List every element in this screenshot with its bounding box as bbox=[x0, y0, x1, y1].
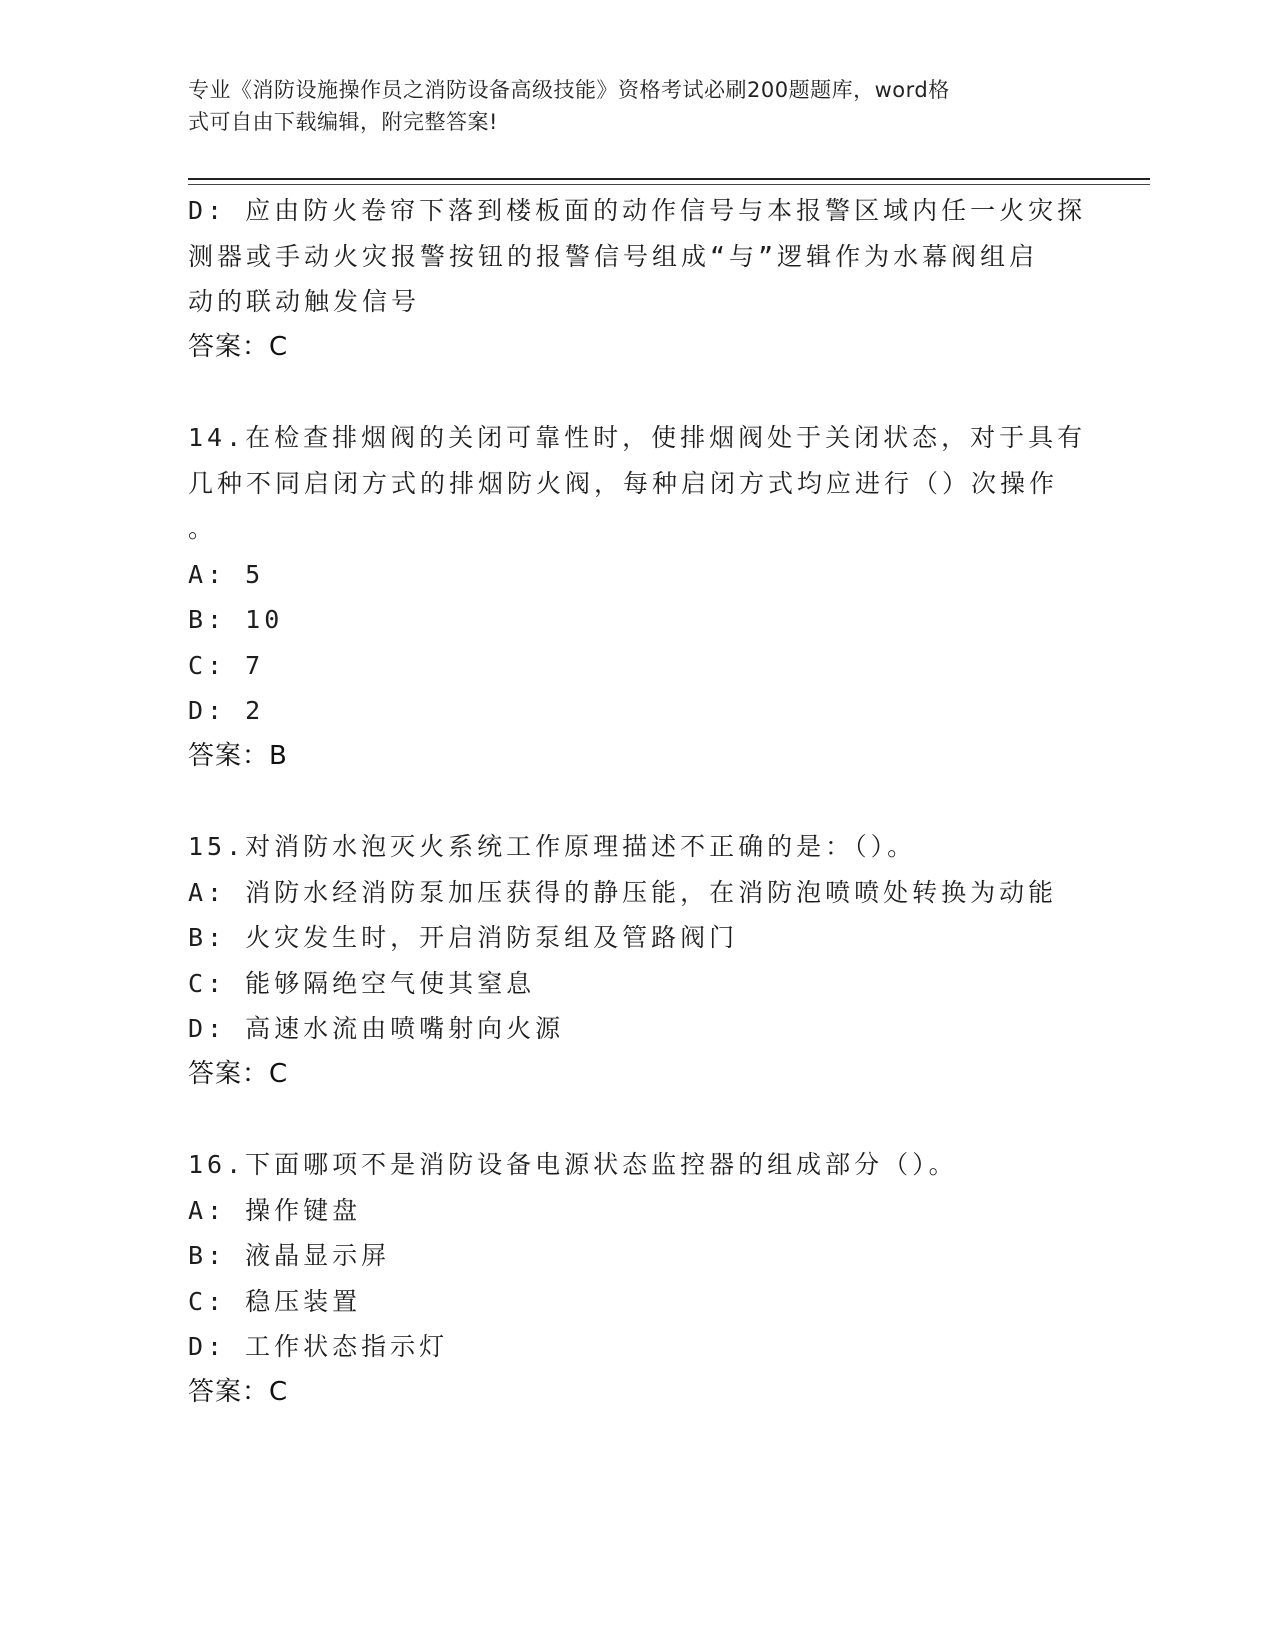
header-title-line-1: 专业《消防设施操作员之消防设备高级技能》资格考试必刷200题题库，word格 bbox=[188, 78, 950, 102]
q14-question-line-3: 。 bbox=[188, 514, 218, 543]
q16-option-b: B: 液晶显示屏 bbox=[188, 1241, 391, 1270]
q13-option-d-line-3: 动的联动触发信号 bbox=[188, 287, 421, 316]
q14-option-c: C: 7 bbox=[188, 650, 265, 680]
q14-question-line-2: 几种不同启闭方式的排烟防火阀，每种启闭方式均应进行（）次操作 bbox=[188, 468, 1059, 498]
question-list bbox=[188, 188, 1088, 1415]
q16-option-d: D: 工作状态指示灯 bbox=[188, 1332, 449, 1361]
spacer bbox=[188, 370, 1088, 415]
question-16 bbox=[188, 1142, 1088, 1415]
header-title-line-2: 式可自由下载编辑，附完整答案! bbox=[188, 110, 498, 134]
question-15 bbox=[188, 824, 1088, 1097]
header-divider-thin bbox=[188, 184, 1150, 185]
q13-answer: 答案：C bbox=[188, 331, 289, 362]
q16-question: 16.下面哪项不是消防设备电源状态监控器的组成部分（）。 bbox=[188, 1150, 958, 1179]
question-14 bbox=[188, 415, 1088, 779]
q15-answer: 答案：C bbox=[188, 1058, 289, 1089]
q16-option-a: A: 操作键盘 bbox=[188, 1195, 362, 1225]
q13-option-d-line-2: 测器或手动火灾报警按钮的报警信号组成“与”逻辑作为水幕阀组启 bbox=[188, 241, 1039, 271]
spacer bbox=[188, 779, 1088, 824]
header-divider-thick bbox=[188, 178, 1150, 180]
q14-option-d: D: 2 bbox=[188, 696, 265, 725]
q16-option-c: C: 稳压装置 bbox=[188, 1286, 362, 1316]
q14-option-b: B: 10 bbox=[188, 605, 284, 634]
q15-option-c: C: 能够隔绝空气使其窒息 bbox=[188, 968, 536, 998]
q16-answer: 答案：C bbox=[188, 1376, 289, 1407]
q13-option-d-line-1: D: 应由防火卷帘下落到楼板面的动作信号与本报警区域内任一火灾探 bbox=[188, 196, 1087, 225]
q15-option-a: A: 消防水经消防泵加压获得的静压能，在消防泡喷喷处转换为动能 bbox=[188, 877, 1058, 907]
q15-question: 15.对消防水泡灭火系统工作原理描述不正确的是：（）。 bbox=[188, 832, 917, 861]
q15-option-d: D: 高速水流由喷嘴射向火源 bbox=[188, 1014, 565, 1043]
question-13 bbox=[188, 188, 1088, 370]
q14-question-line-1: 14.在检查排烟阀的关闭可靠性时，使排烟阀处于关闭状态，对于具有 bbox=[188, 423, 1087, 452]
q15-option-b: B: 火灾发生时，开启消防泵组及管路阀门 bbox=[188, 923, 739, 952]
q14-answer: 答案：B bbox=[188, 740, 288, 771]
page-header bbox=[188, 74, 1078, 138]
spacer bbox=[188, 1097, 1088, 1142]
q14-option-a: A: 5 bbox=[188, 559, 265, 589]
